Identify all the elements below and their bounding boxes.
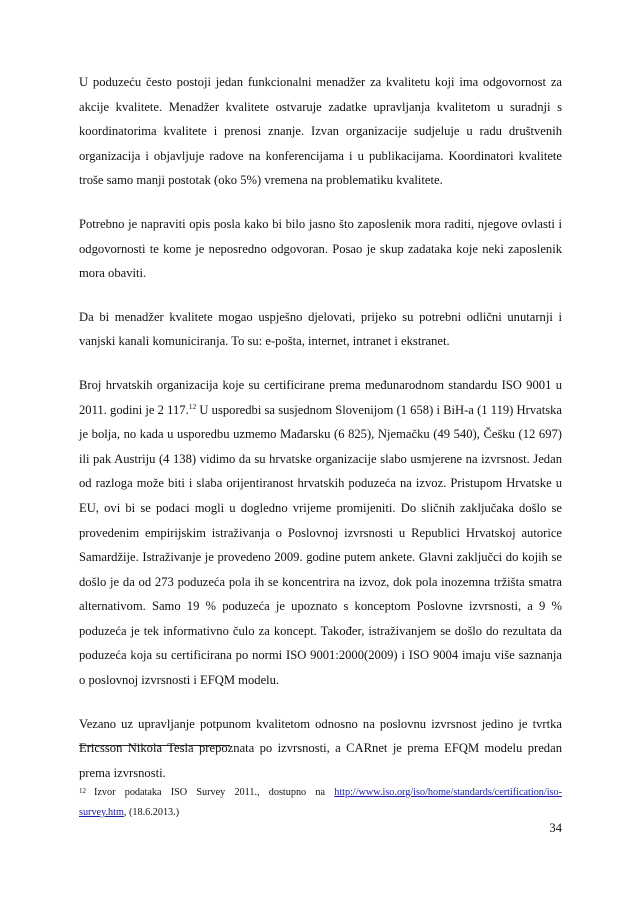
footnote-separator — [79, 745, 230, 746]
page-number: 34 — [549, 821, 562, 835]
footnote-link[interactable]: http://www.iso.org/iso/home/standards/certification/iso-survey.htm — [79, 787, 562, 818]
paragraph-iso-text-start: Broj hrvatskih organizacija koje su certificirane prema međunarodnom standardu ISO 9001 u 2011. godini je 2 117. — [79, 377, 562, 417]
footnote-number: 12 — [79, 787, 86, 795]
footnote-date: , (18.6.2013.) — [123, 807, 180, 818]
footnote-reference[interactable]: 12 — [188, 401, 197, 411]
paragraph-business-excellence: Vezano uz upravljanje potpunom kvalitetom odnosno na poslovnu izvrsnost jedino je tvrtka Ericsson Nikola Tesla prepoznata po izvrsnosti, a CARnet je prema EFQM modelu predan prema izvrsnosti. — [79, 716, 562, 780]
footnote-text: Izvor podataka ISO Survey 2011., dostupno na — [94, 787, 335, 798]
paragraph-communication-channels: Da bi menadžer kvalitete mogao uspješno djelovati, prijeko su potrebni odlični unutarnji i vanjski kanali komuniciranja. To su: e-pošta, internet, intranet i ekstranet. — [79, 309, 562, 349]
paragraph-quality-manager: U poduzeću često postoji jedan funkcionalni menadžer za kvalitetu koji ima odgovornost za akcije kvalitete. Menadžer kvalitete ostvaruje zadatke upravljanja kvalitetom u suradnji s koordinatorima kvalitete i prenosi znanje. Izvan organizacije sudjeluje u radu društvenih organizacija i objavljuje radove na konferencijama i u publikacijama. Koordinatori kvalitete troše samo manji postotak (oko 5%) vremena na problematiku kvalitete. — [79, 75, 562, 188]
paragraph-job-description: Potrebno je napraviti opis posla kako bi bilo jasno što zaposlenik mora raditi, njegove ovlasti i odgovornosti te kome je neposredno odgovoran. Posao je skup zadataka koje neki zaposlenik mora obaviti. — [79, 216, 562, 281]
paragraph-iso-certification — [79, 373, 562, 693]
footnote — [79, 783, 562, 823]
body-text — [79, 70, 562, 804]
paragraph-iso-text-end: U usporedbi sa susjednom Slovenijom (1 658) i BiH-a (1 119) Hrvatska je bolja, no kada u usporedbu uzmemo Mađarsku (6 825), Njemačku (49 540), Češku (12 697) ili pak Austriju (4 138) vidimo da su hrvatske organizacije slabo usmjerene na izvrsnost. Jedan od razloga može biti i slaba orijentiranost hrvatskih poduzeća na izvoz. Pristupom Hrvatske u EU, ovi bi se podaci mogli u dogledno vrijeme promijeniti. Do sličnih zaključaka došlo se provedenim empirijskim istraživanja o Poslovnoj izvrsnosti u Republici Hrvatskoj autorice Samardžije. Istraživanje je provedeno 2009. godine putem ankete. Glavni zaključci do kojih se došlo je da od 273 poduzeća pola ih se koncentrira na izvoz, dok pola inozemna tržišta smatra alternativom. Samo 19 % poduzeća je upoznato s konceptom Poslovne izvrsnosti, a 9 % poduzeća je tek informativno čulo za koncept. Također, istraživanjem se došlo do rezultata da poduzeća koja su certificirana po normi ISO 9001:2000(2009) i ISO 9004 imaju više saznanja o poslovnoj izvrsnosti i EFQM modelu. — [79, 402, 563, 688]
